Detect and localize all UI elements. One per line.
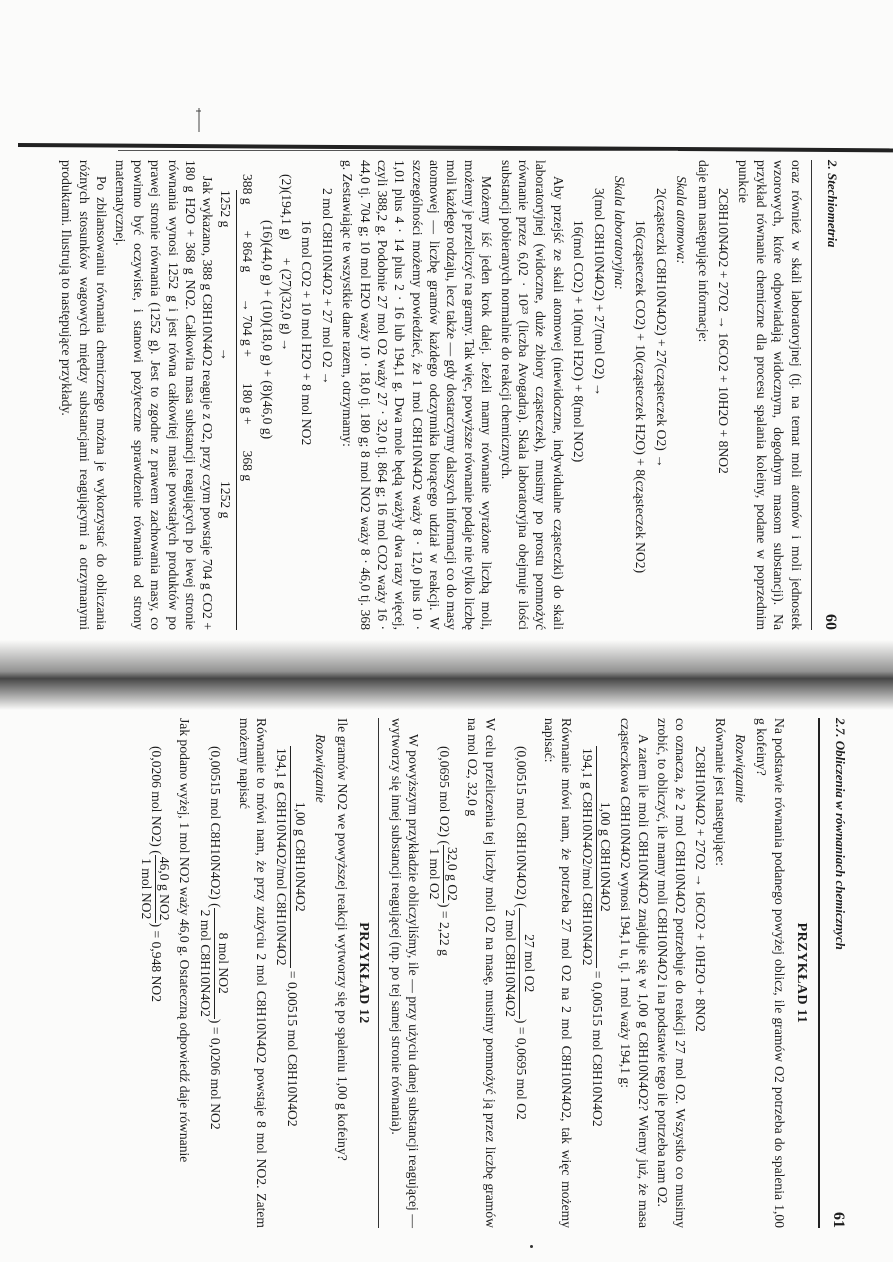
result: = 0,948 NO2 (148, 930, 164, 1002)
pencil-mark (194, 108, 204, 132)
mass-term: 388 g (240, 174, 256, 205)
book-binding-shadow (0, 640, 893, 710)
calculation: (0,00515 mol C8H10N4O2) ( 8 mol NO2 2 mol C8H10N4O2 ) = 0,0206 mol NO2 (197, 746, 232, 1130)
denominator: 2 mol C8H10N4O2 (197, 909, 213, 1017)
factor: (0,0695 mol O2) (436, 746, 452, 837)
paragraph: Równanie mówi nam, że potrzeba 27 mol O2 na 2 mol C8H10N4O2, tak więc możemy napisać: (541, 718, 575, 1228)
mass-total-row (216, 190, 236, 630)
equation-line: 16(cząsteczek CO2) + 10(cząsteczek H2O) + 8(cząsteczek NO2) (633, 220, 649, 574)
scale-label: Skala laboratoryjna: (612, 176, 628, 290)
mass-row (258, 220, 275, 630)
mass-term: + (27)(32,0 g) → (278, 257, 294, 352)
equation-line: 2 mol C8H10N4O2 + 27 mol O2 → (319, 188, 335, 385)
calculation: (0,00515 mol C8H10N4O2) ( 27 mol O2 2 mol C8H10N4O2 ) = 0,0695 mol O2 (503, 746, 537, 1120)
denominator: 1 mol NO2 (138, 858, 154, 920)
example-title: PRZYKŁAD 11 (793, 922, 809, 1024)
example-question: Na podstawie równania podanego powyżej oblicz, ile gramów O2 potrzeba do spalenia 1,00 g kofeiny? (754, 718, 787, 1228)
denominator: 194,1 g C8H10N4O2/mol C8H10N4O2 (274, 748, 290, 966)
solution-label: Rozwiązanie (313, 734, 329, 803)
section-title: 2. Stechiometria (825, 160, 840, 248)
mass-term: + 864 g (240, 230, 256, 273)
fraction (137, 855, 173, 923)
fraction (502, 908, 538, 1019)
paragraph: Po zbilansowaniu równania chemicznego można je wykorzystać do obliczania różnych stosunków wagowych między substancjami reagującymi a otrzymanymi produktami. Ilustrują to następujące przykłady. (59, 160, 110, 630)
calculation (578, 746, 614, 1228)
paragraph: W celu przeliczenia tej liczby moli O2 na masę, musimy pomnożyć ją przez liczbę gramów na mol O2, 32,0 g (465, 718, 498, 1228)
mass-total: 1252 g (217, 190, 233, 228)
numerator: 27 mol O2 (519, 908, 537, 1019)
factor: (0,0206 mol NO2) (148, 746, 164, 847)
arrow: → (217, 347, 233, 361)
fraction (273, 746, 309, 968)
paragraph: Równanie to mówi nam, że przy zużyciu 2 mol C8H10N4O2 powstaje 8 mol NO2. Zatem możemy napisać (236, 718, 269, 1228)
paragraph: Jak podano wyżej, 1 mol NO2 waży 46,0 g. Ostateczną odpowiedź daje równanie (177, 718, 193, 1163)
paragraph: Równanie jest następujące: (713, 718, 729, 866)
numerator: 32,0 g O2 (443, 845, 461, 903)
factor: (0,00515 mol C8H10N4O2) (513, 746, 529, 900)
fraction (196, 908, 232, 1019)
mass-term: 180 g + (240, 382, 256, 425)
speck (530, 1245, 533, 1248)
mass-total: 1252 g (217, 480, 233, 519)
page-header (820, 160, 840, 630)
calculation: (0,0695 mol O2) ( 32,0 g O2 1 mol O2 ) = 2,22 g (426, 746, 460, 956)
equation-line: 16(mol CO2) + 10(mol H2O) + 8(mol NO2) (571, 220, 587, 463)
equation: 2C8H10N4O2 + 27O2 → 16CO2 + 10H2O + 8NO2 (693, 746, 709, 1032)
paragraph: daje nam następujące informacje: (695, 160, 711, 343)
equation: 2C8H10N4O2 + 27O2 → 16CO2 + 10H2O + 8NO2 (715, 188, 731, 474)
result: = 2,22 g (436, 910, 452, 956)
paragraph: co oznacza, że 2 mol C8H10N4O2 potrzebuje do reakcji 27 mol O2. Wszystko co musimy zrobić, to obliczyć, ile mamy moli C8H10N4O2 i na podstawie tego ile potrzeba nam O2. (655, 718, 688, 1228)
header-rule (818, 718, 820, 1228)
fraction (578, 746, 614, 968)
numerator: 46,0 g NO2 (155, 855, 173, 923)
result: = 0,00515 mol C8H10N4O2 (590, 970, 606, 1127)
page-60 (56, 160, 840, 630)
page-number: 60 (822, 614, 839, 630)
mass-term: (16)(44,0 g) + (10)(18,0 g) + (8)(46,0 g) (259, 220, 275, 440)
numerator: 1,00 g C8H10N4O2 (290, 746, 308, 968)
result: = 0,00515 mol C8H10N4O2 (284, 970, 300, 1127)
example-rule (378, 718, 379, 1228)
scale-label: Skala atomowa: (674, 176, 690, 264)
example-title: PRZYKŁAD 12 (356, 922, 372, 1024)
denominator: 194,1 g C8H10N4O2/mol C8H10N4O2 (579, 748, 595, 966)
calculation: (0,0206 mol NO2) ( 46,0 g NO2 1 mol NO2 ) = 0,948 NO2 (138, 746, 172, 1002)
solution-label: Rozwiązanie (732, 734, 748, 803)
denominator: 1 mol O2 (426, 848, 442, 900)
page-header (828, 718, 848, 1228)
fraction (425, 845, 461, 903)
paragraph: oraz również w skali laboratoryjnej (tj. na temat moli atomów i moli jednostek wzorowych, które odpowiadają widocznym, dogodnym masom substancji). Na przykład równanie chemiczne dla procesu spalania koleiny, podane w poprzednim punkcie (736, 160, 804, 630)
equation-line: 16 mol CO2 + 10 mol H2O + 8 mol NO2 (299, 220, 315, 446)
header-rule (811, 160, 812, 630)
equation-line: 3(mol C8H10N4O2) + 27(mol O2) → (591, 188, 607, 397)
mass-row (278, 174, 295, 630)
mass-term: (2)(194,1 g) (278, 174, 294, 240)
denominator: 2 mol C8H10N4O2 (503, 909, 519, 1017)
result: = 0,0206 mol NO2 (208, 1026, 224, 1130)
page-edge-line-thin (118, 150, 678, 151)
mass-term: 368 g (240, 450, 256, 482)
paragraph: A zatem ile moli C8H10N4O2 znajduje się w 1,00 g C8H10N4O2? Wiemy już, że masa cząsteczkowa C8H10N4O2 wynosi 194,1 u, tj. 1 mol waży 194,1 g: (618, 718, 651, 1228)
numerator: 1,00 g C8H10N4O2 (596, 746, 614, 968)
paragraph: Aby przejść ze skali atomowej (niewidoczne, indywidualne cząsteczki) do skali laboratoryjnej (widoczne, duże zbiory cząsteczek), musimy po prostu pomnożyć równanie przez 6,02 · 10²³ (liczba Avogadra). Skala laboratoryjna obejmuje ilości substancji pobieranych normalnie do reakcji chemicznych. (498, 160, 566, 630)
mass-row (239, 174, 256, 630)
numerator: 8 mol NO2 (214, 908, 232, 1019)
paragraph: Jak wykazano, 388 g C8H10N4O2 reaguje z O2, przy czym powstaje 704 g CO2 + 180 g H2O + 368 g NO2. Całkowita masa substancji reagujących po lewej stronie równania wynosi 1252 g i jest równa całkowitej masie powstałych produktów po prawej stronie równania (1252 g). Jest to zgodne z prawem zachowania masy, co powinno być oczywiste, i stanowi pożyteczne sprawdzenie równania od strony matematycznej. (113, 160, 216, 630)
example-question: Ile gramów NO2 we powyższej reakcji wytworzy się po spaleniu 1,00 g kofeiny? (334, 718, 350, 1161)
calculation (273, 746, 309, 1228)
paragraph: W powyższym przykładzie obliczyliśmy, ile — przy użyciu danej substancji reagującej — wytworzy się innej substancji reagującej (np. po tej samej stronie równania). (388, 718, 422, 1228)
section-title: 2.7. Obliczenia w równaniach chemicznych (833, 718, 848, 950)
paragraph: Możemy iść jeden krok dalej. Jeżeli mamy równanie wyrażone liczbą moli, możemy je przeliczyć na gramy. Tak więc, powyższe równanie podaje nie tylko liczbę moli każdego rodzaju, lecz także — gdy dostarczymy dalszych informacji co do masy atomowej — liczbę gramów każdego odczynnika biorącego udział w reakcji. W szczególności możemy powiedzieć, że 1 mol C8H10N4O2 waży 8 · 12,0 plus 10 · 1,01 plus 4 · 14 plus 2 · 16 lub 194,1 g. Dwa mole będą ważyły dwa razy więcej, czyli 388,2 g. Podobnie 27 mol O2 waży 27 · 32,0 tj. 864 g; 16 mol CO2 waży 16 · 44,0 tj. 704 g; 10 mol H2O waży 10 · 18,0 tj. 180 g; 8 mol NO2 waży 8 · 46,0 tj. 368 g. Zestawiając te wszystkie dane razem, otrzymamy: (340, 160, 495, 630)
factor: (0,00515 mol C8H10N4O2) (208, 746, 224, 900)
result: = 0,0695 mol O2 (513, 1026, 529, 1120)
page-61 (134, 718, 848, 1228)
page-number: 61 (830, 1212, 847, 1228)
mass-term: → 704 g + (240, 298, 256, 357)
equation-line: 2(cząsteczki C8H10N4O2) + 27(cząsteczek O2) → (653, 188, 669, 468)
